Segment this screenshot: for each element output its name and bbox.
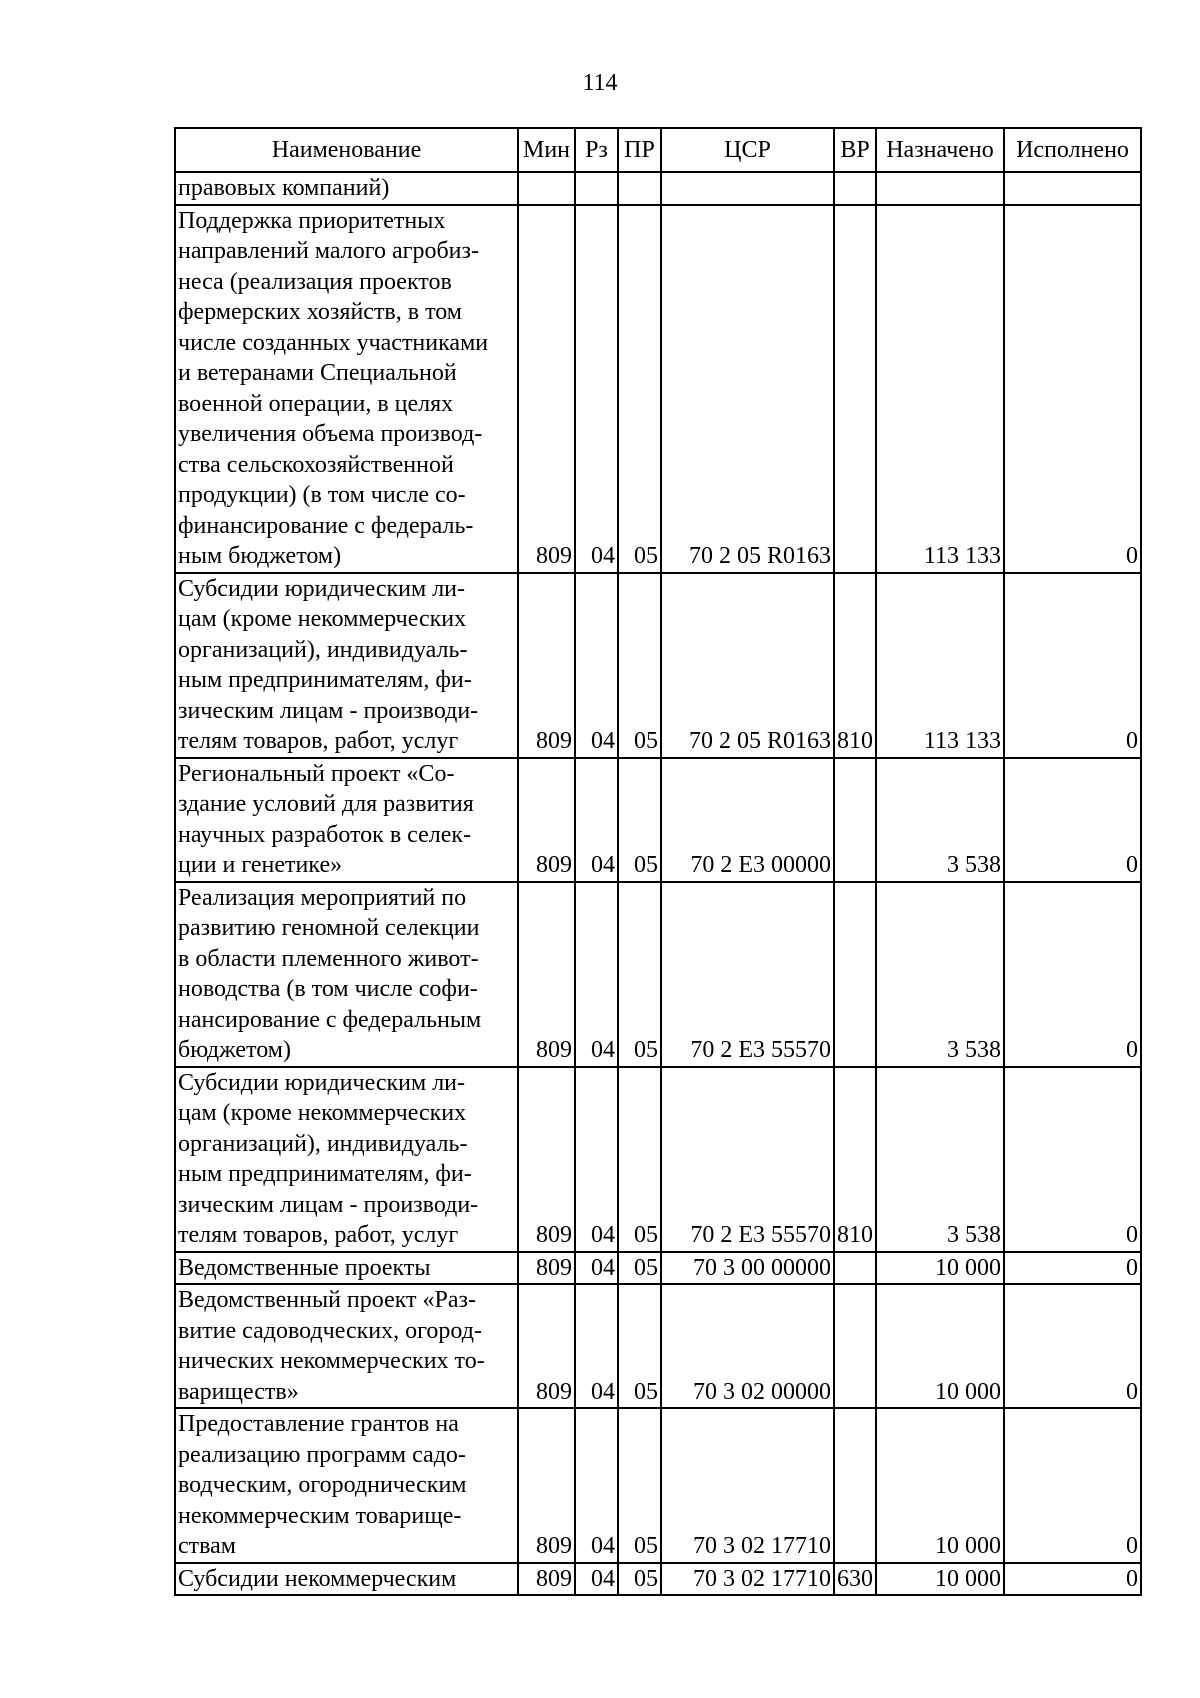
- row-name: [175, 205, 518, 573]
- row-name-line: Субсидии юридическим ли-: [178, 1069, 466, 1096]
- row-pr: 05: [618, 1252, 661, 1285]
- header-vr: ВР: [834, 128, 876, 172]
- row-name-line: организаций), индивидуаль-: [178, 1130, 468, 1157]
- row-name: [175, 1284, 518, 1408]
- row-csr: 70 2 E3 55570: [661, 1067, 834, 1252]
- row-min: 809: [518, 1408, 575, 1563]
- row-name-line: новодства (в том числе софи-: [178, 976, 478, 1002]
- table-row: [175, 573, 1141, 758]
- row-pr: 05: [618, 205, 661, 573]
- table-row: [175, 1563, 1141, 1596]
- row-name-line: Поддержка приоритетных: [178, 207, 446, 234]
- row-name-line: фермерских хозяйств, в том: [178, 299, 462, 325]
- row-vr: 810: [834, 573, 876, 758]
- row-csr: 70 3 02 17710: [661, 1563, 834, 1596]
- row-pr: 05: [618, 758, 661, 882]
- page-number: 114: [582, 70, 618, 96]
- row-executed: 0: [1004, 1067, 1141, 1252]
- row-name: [175, 573, 518, 758]
- row-csr: 70 2 E3 00000: [661, 758, 834, 882]
- row-rz: 04: [575, 1252, 618, 1285]
- row-csr: 70 3 00 00000: [661, 1252, 834, 1285]
- row-vr: [834, 758, 876, 882]
- row-min: 809: [518, 1563, 575, 1596]
- row-name-line: и ветеранами Специальной: [178, 360, 457, 386]
- row-name-line: Субсидии юридическим ли-: [178, 575, 466, 602]
- table-row: [175, 1284, 1141, 1408]
- header-executed: Исполнено: [1004, 128, 1141, 172]
- row-csr: 70 2 05 R0163: [661, 205, 834, 573]
- row-assigned: 10 000: [876, 1284, 1004, 1408]
- row-min: 809: [518, 1067, 575, 1252]
- header-min: Мин: [518, 128, 575, 172]
- row-vr: [834, 1284, 876, 1408]
- row-name-line: нических некоммерческих то-: [178, 1348, 485, 1374]
- row-csr: 70 3 02 00000: [661, 1284, 834, 1408]
- row-vr: 630: [834, 1563, 876, 1596]
- row-name-line: развитию геномной селекции: [178, 915, 480, 941]
- row-name: [175, 758, 518, 882]
- row-csr: [661, 172, 834, 205]
- table-row: [175, 172, 1141, 205]
- row-pr: 05: [618, 1563, 661, 1596]
- row-executed: 0: [1004, 1252, 1141, 1285]
- row-executed: 0: [1004, 573, 1141, 758]
- row-name-line: Предоставление грантов на: [178, 1411, 459, 1437]
- row-name-line: неса (реализация проектов: [178, 268, 452, 295]
- row-rz: 04: [575, 205, 618, 573]
- row-name-line: телям товаров, работ, услуг: [178, 728, 459, 754]
- row-name-line: реализацию программ садо-: [178, 1441, 466, 1468]
- row-executed: 0: [1004, 205, 1141, 573]
- table-row: [175, 758, 1141, 882]
- row-name: [175, 882, 518, 1067]
- header-csr: ЦСР: [661, 128, 834, 172]
- row-pr: 05: [618, 1284, 661, 1408]
- row-pr: 05: [618, 1067, 661, 1252]
- row-assigned: 10 000: [876, 1252, 1004, 1285]
- row-rz: 04: [575, 882, 618, 1067]
- row-name-line: водческим, огородническим: [178, 1472, 467, 1498]
- row-name-line: некоммерческим товарище-: [178, 1502, 462, 1529]
- row-pr: [618, 172, 661, 205]
- header-assigned: Назначено: [876, 128, 1004, 172]
- row-min: 809: [518, 1252, 575, 1285]
- row-name-line: здание условий для развития: [178, 791, 474, 817]
- row-rz: 04: [575, 573, 618, 758]
- row-name-line: нансирование с федеральным: [178, 1006, 482, 1033]
- row-name-line: Субсидии некоммерческим: [178, 1565, 457, 1592]
- row-name-line: направлений малого агробиз-: [178, 238, 479, 264]
- table-row: [175, 205, 1141, 573]
- row-name-line: ным бюджетом): [178, 543, 342, 569]
- row-name-line: ции и генетике»: [178, 852, 343, 878]
- row-name-line: увеличения объема производ-: [178, 421, 483, 447]
- row-executed: 0: [1004, 758, 1141, 882]
- row-name-line: Ведомственный проект «Раз-: [178, 1287, 477, 1313]
- row-rz: 04: [575, 758, 618, 882]
- row-vr: [834, 172, 876, 205]
- row-name-line: в области племенного живот-: [178, 945, 479, 972]
- row-vr: [834, 205, 876, 573]
- row-assigned: 3 538: [876, 1067, 1004, 1252]
- row-executed: [1004, 172, 1141, 205]
- row-csr: 70 2 E3 55570: [661, 882, 834, 1067]
- row-name: [175, 172, 518, 205]
- row-name: [175, 1563, 518, 1596]
- row-name-line: цам (кроме некоммерческих: [178, 606, 467, 632]
- table-row: [175, 882, 1141, 1067]
- row-name-line: бюджетом): [178, 1037, 291, 1063]
- row-executed: 0: [1004, 882, 1141, 1067]
- row-csr: 70 3 02 17710: [661, 1408, 834, 1563]
- row-pr: 05: [618, 573, 661, 758]
- row-assigned: 113 133: [876, 205, 1004, 573]
- row-pr: 05: [618, 882, 661, 1067]
- row-min: 809: [518, 205, 575, 573]
- row-name-line: Ведомственные проекты: [178, 1254, 431, 1281]
- row-name-line: продукции) (в том числе со-: [178, 482, 466, 508]
- row-name-line: зическим лицам - производи-: [178, 697, 479, 724]
- row-min: 809: [518, 882, 575, 1067]
- row-csr: 70 2 05 R0163: [661, 573, 834, 758]
- row-assigned: 113 133: [876, 573, 1004, 758]
- row-rz: [575, 172, 618, 205]
- row-name-line: ства сельскохозяйственной: [178, 451, 454, 478]
- row-executed: 0: [1004, 1408, 1141, 1563]
- row-min: 809: [518, 1284, 575, 1408]
- row-name-line: научных разработок в селек-: [178, 821, 472, 848]
- header-rz: Рз: [575, 128, 618, 172]
- row-min: 809: [518, 758, 575, 882]
- table-row: [175, 1408, 1141, 1563]
- row-name-line: зическим лицам - производи-: [178, 1191, 479, 1218]
- row-executed: 0: [1004, 1563, 1141, 1596]
- row-name-line: ствам: [178, 1533, 236, 1559]
- row-name-line: ным предпринимателям, фи-: [178, 667, 472, 693]
- header-name: Наименование: [175, 128, 518, 172]
- row-name-line: Региональный проект «Со-: [178, 760, 455, 787]
- row-vr: [834, 1408, 876, 1563]
- row-name: [175, 1252, 518, 1285]
- row-name: [175, 1408, 518, 1563]
- table-body: [175, 172, 1141, 1595]
- row-assigned: 3 538: [876, 758, 1004, 882]
- row-name-line: телям товаров, работ, услуг: [178, 1222, 459, 1248]
- row-assigned: 3 538: [876, 882, 1004, 1067]
- row-rz: 04: [575, 1408, 618, 1563]
- row-vr: [834, 882, 876, 1067]
- row-name-line: правовых компаний): [178, 175, 390, 201]
- table-row: [175, 1252, 1141, 1285]
- row-vr: 810: [834, 1067, 876, 1252]
- row-assigned: 10 000: [876, 1408, 1004, 1563]
- row-name-line: ным предпринимателям, фи-: [178, 1161, 472, 1187]
- row-name-line: организаций), индивидуаль-: [178, 636, 468, 663]
- row-name-line: цам (кроме некоммерческих: [178, 1100, 467, 1126]
- row-vr: [834, 1252, 876, 1285]
- row-name: [175, 1067, 518, 1252]
- row-name-line: числе созданных участниками: [178, 329, 489, 356]
- budget-table: [174, 127, 1142, 1596]
- row-name-line: Реализация мероприятий по: [178, 884, 467, 911]
- row-name-line: вариществ»: [178, 1378, 299, 1405]
- row-pr: 05: [618, 1408, 661, 1563]
- row-name-line: финансирование с федераль-: [178, 512, 474, 539]
- row-rz: 04: [575, 1563, 618, 1596]
- row-assigned: 10 000: [876, 1563, 1004, 1596]
- row-min: [518, 172, 575, 205]
- row-rz: 04: [575, 1067, 618, 1252]
- row-rz: 04: [575, 1284, 618, 1408]
- header-pr: ПР: [618, 128, 661, 172]
- row-min: 809: [518, 573, 575, 758]
- row-assigned: [876, 172, 1004, 205]
- row-name-line: витие садоводческих, огород-: [178, 1317, 482, 1344]
- row-executed: 0: [1004, 1284, 1141, 1408]
- row-name-line: военной операции, в целях: [178, 390, 454, 417]
- table-row: [175, 1067, 1141, 1252]
- table-header-row: [175, 128, 1141, 172]
